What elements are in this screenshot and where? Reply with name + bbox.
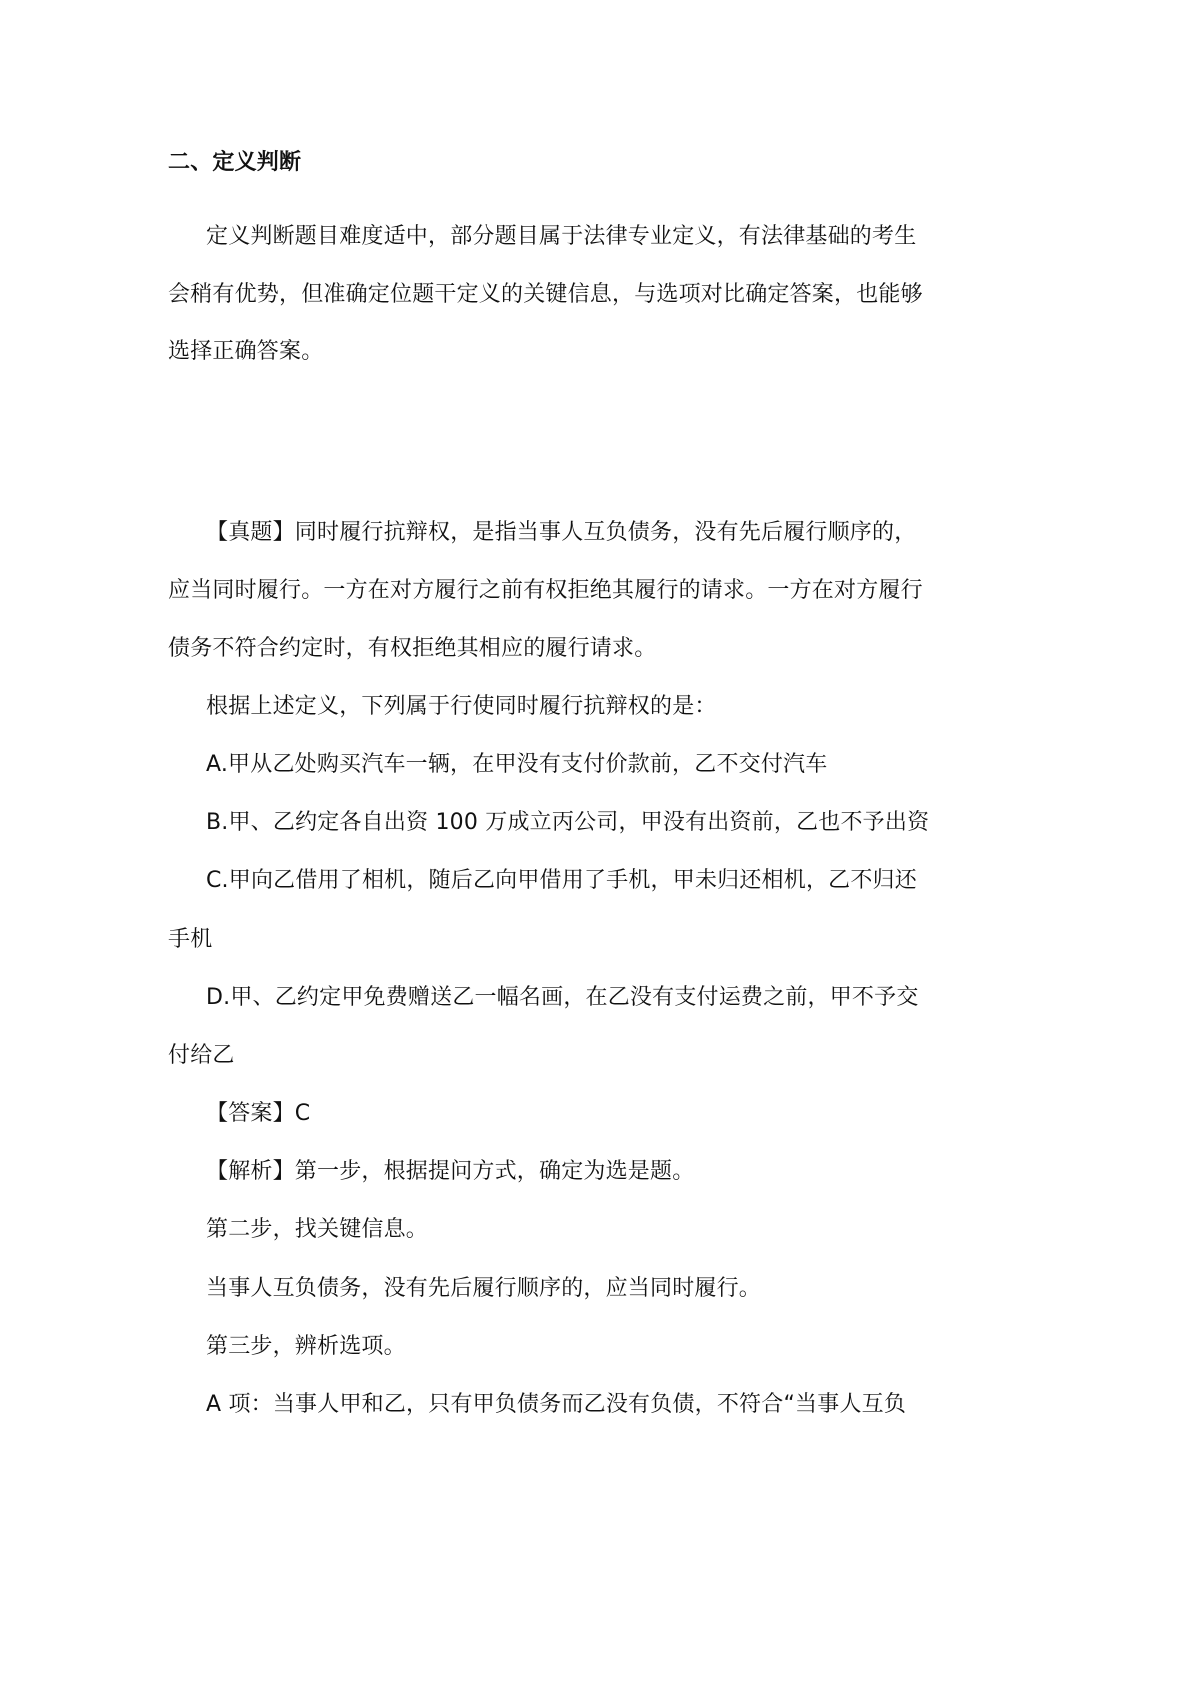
question-line-2: 应当同时履行。一方在对方履行之前有权拒绝其履行的请求。一方在对方履行 xyxy=(168,578,923,603)
analysis-line-2: 第二步，找关键信息。 xyxy=(206,1217,429,1242)
analysis-line-3: 当事人互负债务，没有先后履行顺序的，应当同时履行。 xyxy=(206,1276,762,1301)
intro-line-3: 选择正确答案。 xyxy=(168,339,324,364)
option-b: B.甲、乙约定各自出资 100 万成立丙公司，甲没有出资前，乙也不予出资 xyxy=(206,810,930,835)
intro-line-1: 定义判断题目难度适中，部分题目属于法律专业定义，有法律基础的考生 xyxy=(206,224,917,249)
question-prompt: 根据上述定义，下列属于行使同时履行抗辩权的是： xyxy=(206,694,717,719)
analysis-line-4: 第三步，辨析选项。 xyxy=(206,1334,406,1359)
answer-line: 【答案】C xyxy=(206,1101,311,1126)
option-c-line-2: 手机 xyxy=(168,927,213,952)
intro-line-2: 会稍有优势，但准确定位题干定义的关键信息，与选项对比确定答案，也能够 xyxy=(168,282,923,307)
option-c-line-1: C.甲向乙借用了相机，随后乙向甲借用了手机，甲未归还相机，乙不归还 xyxy=(206,868,917,893)
option-d-line-2: 付给乙 xyxy=(168,1043,235,1068)
option-a: A.甲从乙处购买汽车一辆，在甲没有支付价款前，乙不交付汽车 xyxy=(206,752,828,777)
question-line-3: 债务不符合约定时，有权拒绝其相应的履行请求。 xyxy=(168,636,657,661)
question-line-1: 【真题】同时履行抗辩权，是指当事人互负债务，没有先后履行顺序的， xyxy=(206,520,917,545)
option-d-line-1: D.甲、乙约定甲免费赠送乙一幅名画，在乙没有支付运费之前，甲不予交 xyxy=(206,985,919,1010)
analysis-line-5: A 项：当事人甲和乙，只有甲负债务而乙没有负债，不符合“当事人互负 xyxy=(206,1392,907,1417)
section-heading: 二、定义判断 xyxy=(168,150,302,175)
analysis-line-1: 【解析】第一步，根据提问方式，确定为选是题。 xyxy=(206,1159,695,1184)
